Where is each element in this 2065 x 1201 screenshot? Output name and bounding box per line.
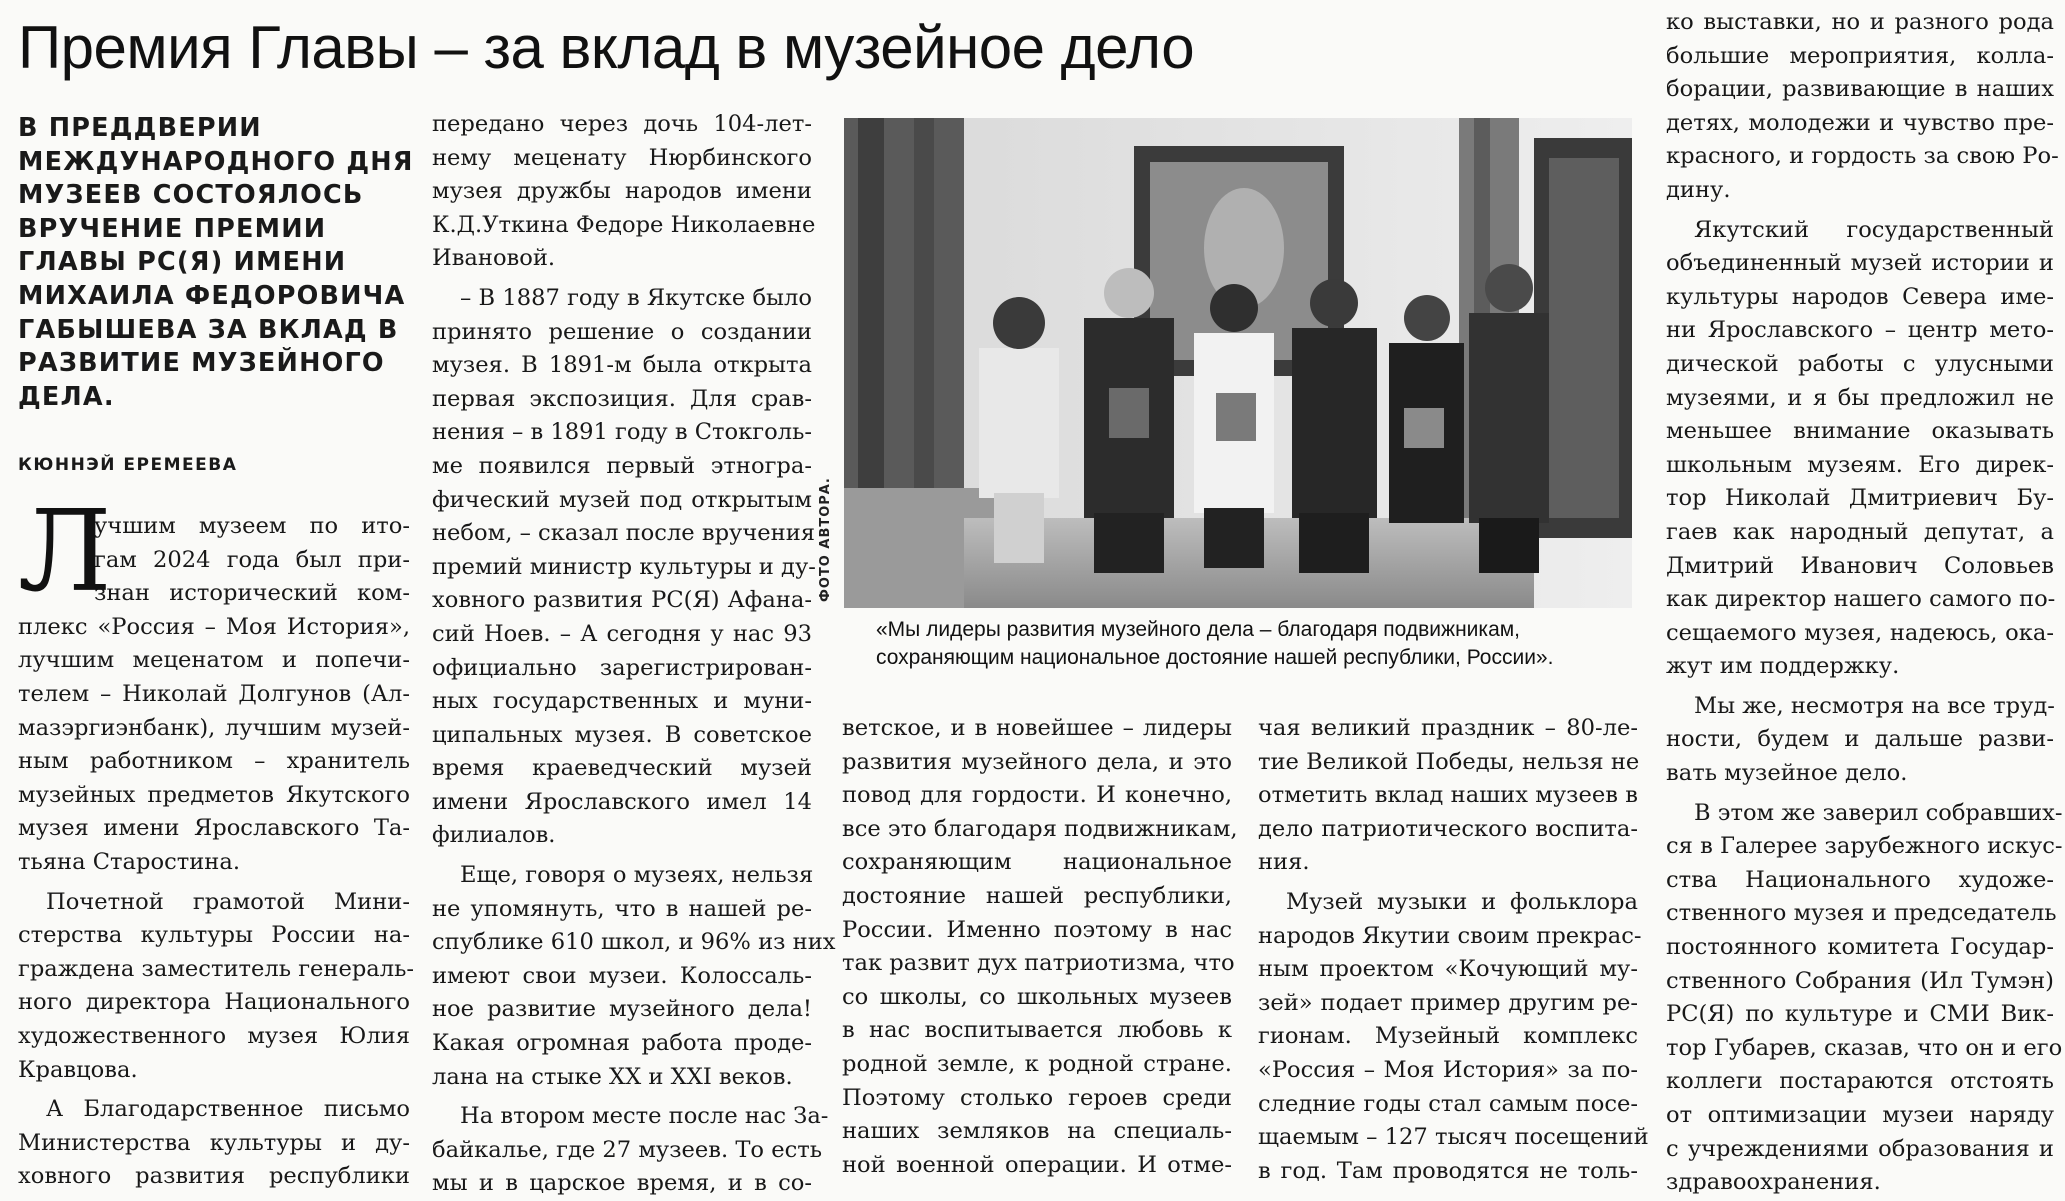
text-line: лана на стыке XX и XXI веков. bbox=[432, 1063, 793, 1090]
text-line: музея. В 1891-м была открыта bbox=[432, 352, 812, 379]
text-line: не упомянуть, что в нашей ре- bbox=[432, 895, 812, 922]
text-line: Дмитрий Иванович Соловьев bbox=[1666, 552, 2054, 579]
text-line: детях, молодежи и чувство пре- bbox=[1666, 109, 2054, 136]
text-line: ственного музея и председатель bbox=[1666, 900, 2057, 927]
text-line: тьяна Старостина. bbox=[18, 848, 241, 875]
text-line: – В 1887 году в Якутске было bbox=[460, 284, 812, 311]
text-line: здравоохранения. bbox=[1666, 1169, 1881, 1196]
text-line: щаемым – 127 тысяч посещений bbox=[1258, 1124, 1649, 1151]
text-line: «Россия – Моя История» за по- bbox=[1258, 1056, 1638, 1083]
text-line: ных государственных и муни- bbox=[432, 688, 812, 715]
text-line: мы и в царское время, и в со- bbox=[432, 1170, 812, 1197]
lead-line: МУЗЕЕВ СОСТОЯЛОСЬ bbox=[18, 180, 364, 211]
text-line: от оптимизации музеи наряду bbox=[1666, 1102, 2054, 1128]
text-line: стерства культуры России на- bbox=[18, 922, 410, 949]
text-line: в год. Там проводятся не толь- bbox=[1258, 1157, 1638, 1184]
text-line: музейных предметов Якутского bbox=[18, 781, 410, 808]
lead-line: РАЗВИТИЕ МУЗЕЙНОГО bbox=[18, 348, 385, 379]
text-line: время краеведческий музей bbox=[432, 755, 812, 782]
lead-line: ВРУЧЕНИЕ ПРЕМИИ bbox=[18, 213, 327, 244]
lead-line: ГЛАВЫ РС(Я) ИМЕНИ bbox=[18, 247, 347, 278]
text-line: борации, развивающие в наших bbox=[1666, 76, 2054, 103]
column-1 bbox=[18, 487, 415, 1194]
text-line: Поэтому столько героев среди bbox=[842, 1084, 1232, 1111]
text-line: объединенный музей истории и bbox=[1666, 250, 2054, 277]
text-line: достояние нашей республики, bbox=[842, 882, 1232, 909]
column-4 bbox=[1258, 712, 1649, 1188]
text-line: ветское, и в новейшее – лидеры bbox=[842, 715, 1232, 741]
drop-cap-block bbox=[18, 487, 410, 617]
text-line: ховного развития республики bbox=[18, 1163, 410, 1190]
text-line: имени Ярославского имел 14 bbox=[432, 788, 812, 815]
text-line: как директор нашего самого по- bbox=[1666, 586, 2056, 613]
text-line: учшим музеем по ито- bbox=[94, 513, 410, 539]
text-line: Якутский государственный bbox=[1694, 216, 2054, 243]
text-line: нему меценату Нюрбинского bbox=[432, 144, 812, 171]
text-line: красного, и гордость за свою Ро- bbox=[1666, 143, 2059, 170]
lead-line: В ПРЕДДВЕРИИ bbox=[18, 113, 262, 143]
text-line: Министерства культуры и ду- bbox=[18, 1129, 410, 1156]
text-line: дело патриотического воспита- bbox=[1258, 815, 1638, 842]
text-line: ся в Галерее зарубежного искус- bbox=[1666, 833, 2063, 860]
text-line: ным проектом «Кочующий му- bbox=[1258, 956, 1638, 983]
text-line: мазэргиэнбанк), лучшим музей- bbox=[18, 714, 410, 741]
photo-credit: ФОТО АВТОРА. bbox=[818, 477, 833, 602]
text-line: На втором месте после нас За- bbox=[460, 1103, 829, 1130]
photo-caption bbox=[876, 616, 1636, 672]
text-line: ховного развития РС(Я) Афана- bbox=[432, 587, 812, 614]
text-line: художественного музея Юлия bbox=[18, 1022, 410, 1049]
text-line: ни Ярославского – центр мето- bbox=[1666, 317, 2054, 344]
text-line: байкалье, где 27 музеев. То есть bbox=[432, 1136, 823, 1163]
text-line: культуры народов Севера име- bbox=[1666, 283, 2054, 310]
text-line: Почетной грамотой Мини- bbox=[46, 888, 410, 915]
text-line: ности, будем и дальше разви- bbox=[1666, 726, 2054, 753]
text-line: жут им поддержку. bbox=[1666, 653, 1900, 680]
text-line: дину. bbox=[1666, 176, 1731, 203]
text-line: коллеги постараются отстоять bbox=[1666, 1068, 2054, 1095]
text-line: отметить вклад наших музеев в bbox=[1258, 782, 1638, 809]
text-line: гионам. Музейный комплекс bbox=[1258, 1023, 1638, 1050]
text-line: телем – Николай Долгунов (Ал- bbox=[18, 680, 410, 707]
text-line: большие мероприятия, колла- bbox=[1666, 42, 2054, 69]
text-line: так развит дух патриотизма, что bbox=[842, 950, 1235, 977]
text-line: ния. bbox=[1258, 849, 1310, 876]
byline: КЮННЭЙ ЕРЕМЕЕВА bbox=[18, 455, 238, 475]
text-line: с учреждениями образования и bbox=[1666, 1135, 2054, 1162]
text-line: Какая огромная работа проде- bbox=[432, 1030, 812, 1057]
text-line: музея дружбы народов имени bbox=[432, 178, 812, 205]
photo-caption-line-1: «Мы лидеры развития музейного дела – благодаря подвижникам, bbox=[876, 618, 1521, 641]
text-line: сий Ноев. – А сегодня у нас 93 bbox=[432, 620, 812, 647]
text-line: все это благодаря подвижникам, bbox=[842, 815, 1238, 842]
text-line: музеями, и я бы предложил не bbox=[1666, 384, 2054, 411]
text-line: повод для гордости. И конечно, bbox=[842, 782, 1232, 809]
lead-line: МЕЖДУНАРОДНОГО ДНЯ bbox=[18, 146, 414, 177]
text-line: тор Губарев, сказав, что он и его bbox=[1666, 1034, 2063, 1061]
text-line: ной военной операции. И отме- bbox=[842, 1151, 1232, 1178]
text-line: официально зарегистрирован- bbox=[432, 654, 812, 681]
text-line: наших земляков на специаль- bbox=[842, 1118, 1232, 1145]
text-line: первая экспозиция. Для срав- bbox=[432, 385, 812, 412]
text-line: ного директора Национального bbox=[18, 989, 410, 1016]
text-line: дической работы с улусными bbox=[1666, 350, 2054, 377]
photo-caption-line-2: сохраняющим национальное достояние нашей республики, России». bbox=[876, 646, 1554, 669]
text-line: Еще, говоря о музеях, нельзя bbox=[460, 862, 814, 889]
text-line: России. Именно поэтому в нас bbox=[842, 916, 1232, 943]
text-line: со школы, со школьных музеев bbox=[842, 983, 1232, 1010]
text-line: К.Д.Уткина Федоре Николаевне bbox=[432, 211, 816, 238]
text-line: имеют свои музеи. Колоссаль- bbox=[432, 962, 812, 989]
text-line: ное развитие музейного дела! bbox=[432, 996, 812, 1023]
text-line: премий министр культуры и ду- bbox=[432, 553, 816, 580]
text-line: ства Национального художе- bbox=[1666, 866, 2054, 893]
text-line: плекс «Россия – Моя История», bbox=[18, 613, 410, 640]
column-3 bbox=[842, 712, 1238, 1182]
text-line: В этом же заверил собравших- bbox=[1694, 799, 2063, 826]
text-line: Музей музыки и фольклора bbox=[1286, 888, 1638, 915]
text-line: принято решение о создании bbox=[432, 318, 812, 345]
text-line: сохраняющим национальное bbox=[842, 849, 1232, 876]
text-line: постоянного комитета Государ- bbox=[1666, 934, 2054, 961]
text-line: знан исторический ком- bbox=[94, 580, 410, 607]
article-photo bbox=[844, 118, 1632, 608]
text-line: школьным музеям. Его дирек- bbox=[1666, 451, 2054, 478]
headline: Премия Главы – за вклад в музейное дело bbox=[18, 14, 1195, 81]
text-line: ственного Собрания (Ил Тумэн) bbox=[1666, 967, 2054, 994]
lead-line: ДЕЛА. bbox=[18, 381, 115, 412]
text-line: родной земле, к родной стране. bbox=[842, 1050, 1232, 1077]
lead-line: ГАБЫШЕВА ЗА ВКЛАД В bbox=[18, 314, 399, 345]
text-line: Кравцова. bbox=[18, 1056, 138, 1083]
text-line: Ивановой. bbox=[432, 245, 556, 272]
lead-line: МИХАИЛА ФЕДОРОВИЧА bbox=[18, 280, 406, 311]
text-line: вать музейное дело. bbox=[1666, 760, 1908, 787]
text-line: лучшим меценатом и попечи- bbox=[18, 647, 410, 674]
text-line: в нас воспитывается любовь к bbox=[842, 1017, 1232, 1044]
text-line: чая великий праздник – 80-ле- bbox=[1258, 715, 1638, 741]
lead-paragraph bbox=[18, 112, 414, 414]
text-line: Мы же, несмотря на все труд- bbox=[1694, 692, 2055, 719]
text-line: следние годы стал самым посе- bbox=[1258, 1090, 1638, 1117]
text-line: народов Якутии своим прекрас- bbox=[1258, 922, 1642, 949]
text-line: гаев как народный депутат, а bbox=[1666, 518, 2054, 545]
text-line: тор Николай Дмитриевич Бу- bbox=[1666, 485, 2054, 512]
text-line: небом, – сказал после вручения bbox=[432, 520, 816, 547]
text-line: музея имени Ярославского Та- bbox=[18, 815, 410, 842]
text-line: гам 2024 года был при- bbox=[94, 546, 410, 573]
drop-cap: Л bbox=[18, 487, 112, 617]
text-line: фический музей под открытым bbox=[432, 486, 812, 513]
text-line: граждена заместитель генераль- bbox=[18, 955, 415, 982]
text-line: филиалов. bbox=[432, 822, 556, 849]
text-line: развития музейного дела, и это bbox=[842, 748, 1232, 775]
text-line: ципальных музея. В советское bbox=[432, 721, 812, 748]
text-line: А Благодарственное письмо bbox=[46, 1096, 410, 1123]
text-line: зей» подает пример другим ре- bbox=[1258, 989, 1638, 1016]
text-line: ко выставки, но и разного рода bbox=[1666, 9, 2054, 35]
text-line: сещаемого музея, надеюсь, ока- bbox=[1666, 619, 2054, 646]
text-line: передано через дочь 104-лет- bbox=[432, 111, 812, 137]
text-line: нения – в 1891 году в Стокголь- bbox=[432, 419, 813, 446]
group-photo-image bbox=[844, 118, 1632, 608]
column-5 bbox=[1666, 6, 2063, 1200]
text-line: меньшее внимание оказывать bbox=[1666, 418, 2054, 445]
text-line: ме появился первый этногра- bbox=[432, 452, 812, 479]
text-line: тие Великой Победы, нельзя не bbox=[1258, 748, 1640, 775]
text-line: спублике 610 школ, и 96% из них bbox=[432, 929, 836, 956]
text-line: РС(Я) по культуре и СМИ Вик- bbox=[1666, 1001, 2054, 1028]
text-line: ным работником – хранитель bbox=[18, 748, 410, 775]
